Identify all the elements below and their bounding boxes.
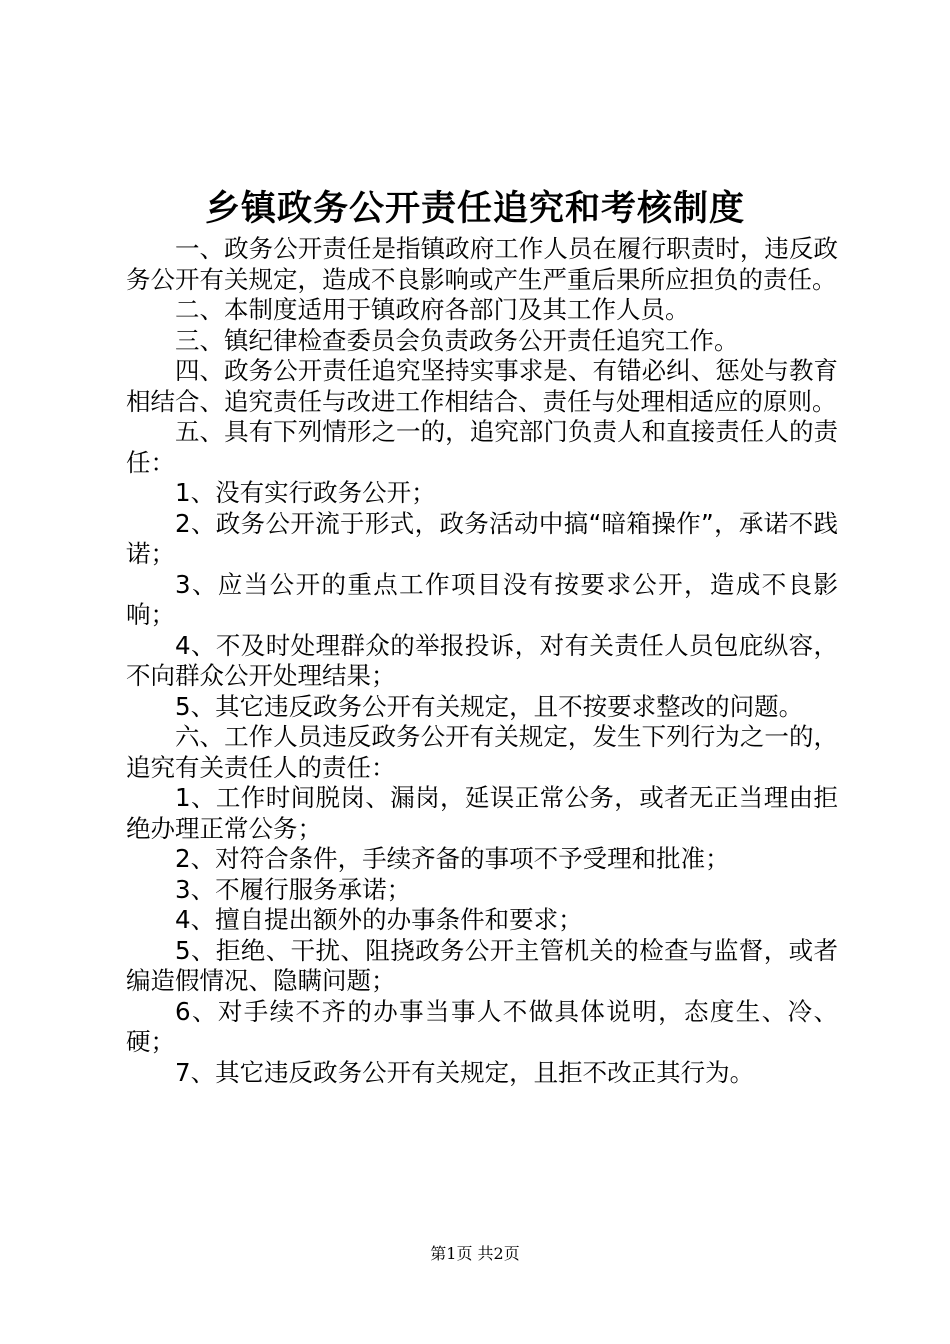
- page-number-footer: 第1页 共2页: [430, 1244, 520, 1263]
- document-title: 乡镇政务公开责任追究和考核制度: [204, 189, 745, 229]
- list-item: 4、不及时处理群众的举报投诉，对有关责任人员包庇纵容，不向群众公开处理结果；: [126, 630, 838, 690]
- paragraph: 三、镇纪律检查委员会负责政务公开责任追究工作。: [175, 325, 739, 355]
- list-item: 7、其它违反政务公开有关规定，且拒不改正其行为。: [175, 1057, 755, 1087]
- list-item: 1、工作时间脱岗、漏岗，延误正常公务，或者无正当理由拒绝办理正常公务；: [126, 783, 838, 843]
- list-item: 2、政务公开流于形式，政务活动中搞“暗箱操作”，承诺不践诺；: [126, 508, 838, 568]
- paragraph: 二、本制度适用于镇政府各部门及其工作人员。: [175, 295, 690, 324]
- list-item: 1、没有实行政务公开；: [175, 478, 436, 507]
- paragraph: 六、工作人员违反政务公开有关规定，发生下列行为之一的，追究有关责任人的责任：: [126, 722, 838, 782]
- list-item: 5、其它违反政务公开有关规定，且不按要求整改的问题。: [175, 691, 804, 721]
- paragraph: 五、具有下列情形之一的，追究部门负责人和直接责任人的责任：: [126, 417, 838, 477]
- document-body: [126, 234, 838, 1088]
- list-item: 3、不履行服务承诺；: [175, 874, 412, 904]
- list-item: 6、对手续不齐的办事当事人不做具体说明，态度生、冷、硬；: [126, 996, 838, 1056]
- list-item: 4、擅自提出额外的办事条件和要求；: [175, 905, 583, 934]
- list-item: 5、拒绝、干扰、阻挠政务公开主管机关的检查与监督，或者编造假情况、隐瞒问题；: [126, 935, 838, 995]
- list-item: 3、应当公开的重点工作项目没有按要求公开，造成不良影响；: [126, 569, 838, 629]
- paragraph: 一、政务公开责任是指镇政府工作人员在履行职责时，违反政务公开有关规定，造成不良影响或产生严重后果所应担负的责任。: [126, 234, 838, 294]
- list-item: 2、对符合条件，手续齐备的事项不予受理和批准；: [175, 844, 730, 873]
- paragraph: 四、政务公开责任追究坚持实事求是、有错必纠、惩处与教育相结合、追究责任与改进工作相结合、责任与处理相适应的原则。: [126, 356, 838, 416]
